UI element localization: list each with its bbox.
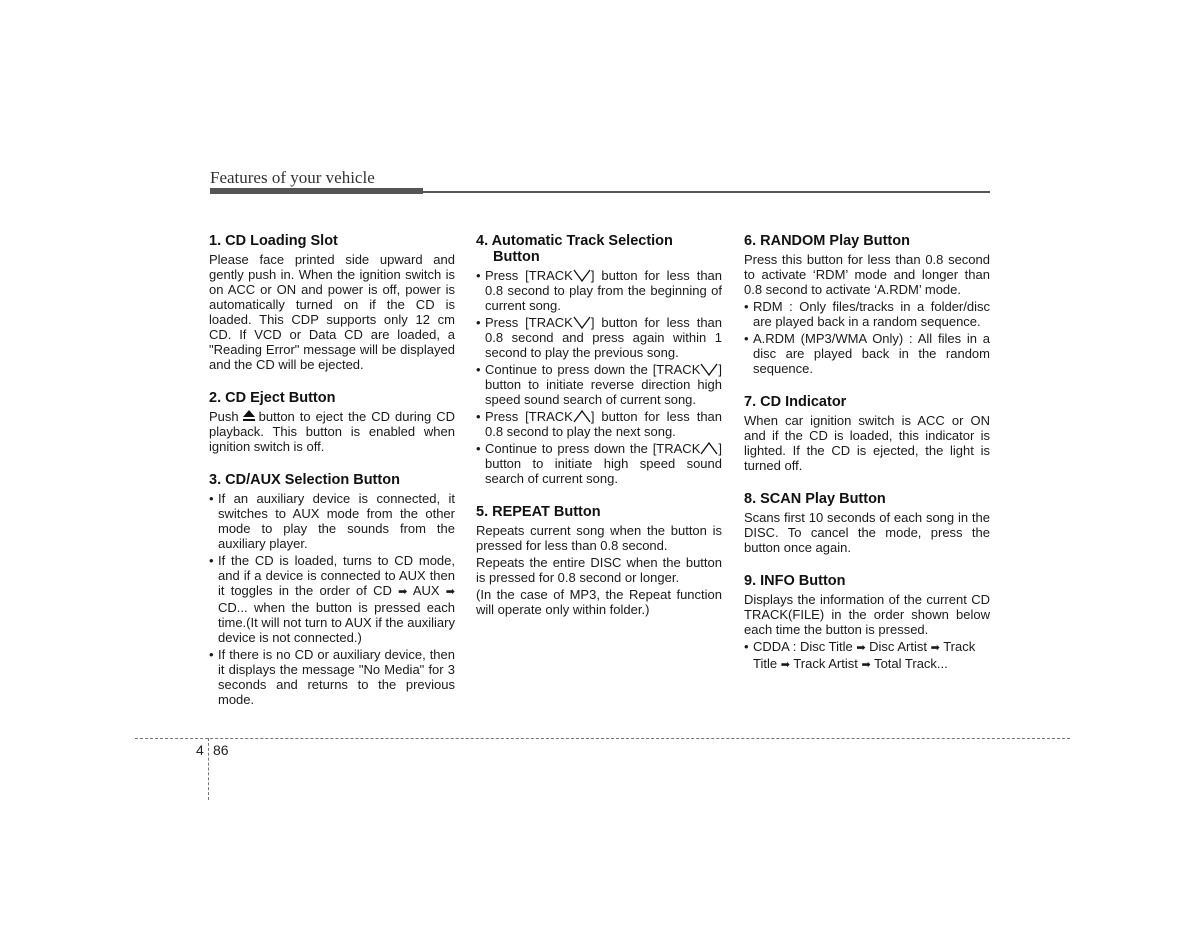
- list-item-text: Press [TRACK: [485, 409, 573, 424]
- section-header-title: Features of your vehicle: [210, 168, 375, 187]
- column-3: [744, 233, 990, 691]
- section-body: Please face printed side upward and gently push in. When the ignition switch is on ACC or ON and power is off, power is automatically turned on if the CD is loaded. This CDP supports only 12 cm CD. If VCD or Data CD are loaded, a "Reading Error" message will be displayed and the CD will be ejected.: [209, 252, 455, 372]
- section-title: 2. CD Eject Button: [209, 390, 336, 406]
- chapter-number: 4: [196, 742, 204, 758]
- list-item: [476, 362, 722, 407]
- list-item-text: ] button for less than 0.8 second and press again within 1 second to play the previous song.: [485, 315, 723, 360]
- section-title: 5. REPEAT Button: [476, 504, 601, 520]
- list-item-text: AUX: [412, 583, 440, 598]
- section-body: Repeats the entire DISC when the button is pressed for 0.8 second or longer.: [476, 555, 722, 585]
- list-item: • If there is no CD or auxiliary device, then it displays the message "No Media" for 3 seconds and returns to the previous mode.: [209, 647, 455, 707]
- section-title: 7. CD Indicator: [744, 394, 847, 410]
- list-item: • A.RDM (MP3/WMA Only) : All files in a disc are played back in the random sequence.: [744, 331, 990, 376]
- section-automatic-track-selection: [476, 233, 722, 486]
- section-body: Displays the information of the current CD TRACK(FILE) in the order shown below each time the button is pressed.: [744, 592, 990, 637]
- section-body: When car ignition switch is ACC or ON and if the CD is loaded, this indicator is lighted. If the CD is ejected, the light is turned off.: [744, 413, 990, 473]
- list-item-text: Press [TRACK: [485, 268, 573, 283]
- section-title: 1. CD Loading Slot: [209, 233, 338, 249]
- arrow-right-icon: ➡: [856, 642, 866, 654]
- section-cd-indicator: [744, 394, 990, 473]
- list-item: • If an auxiliary device is connected, it switches to AUX mode from the other mode to play the sounds from the auxiliary player.: [209, 491, 455, 551]
- page-number: 86: [213, 742, 229, 758]
- section-title: 4. Automatic Track Selection Button: [476, 233, 673, 265]
- list-item-text: CD... when the button is pressed each time.(It will not turn to AUX if the auxiliary device is not connected.): [218, 600, 455, 645]
- section-scan-play-button: [744, 491, 990, 555]
- list-item: [476, 409, 722, 439]
- list-item-text: ] button to initiate reverse direction high speed sound search of current song.: [485, 362, 722, 407]
- section-random-play-button: [744, 233, 990, 376]
- list-item-text: ] button to initiate high speed sound search of current song.: [485, 441, 722, 486]
- arrow-right-icon: ➡: [398, 586, 408, 598]
- eject-text-pre: Push: [209, 409, 239, 424]
- section-title: 8. SCAN Play Button: [744, 491, 886, 507]
- list-item: [476, 441, 722, 486]
- track-down-icon: [573, 269, 591, 282]
- list-item-text: Continue to press down the [TRACK: [485, 441, 701, 456]
- footer-dashed-rule: [135, 738, 1070, 739]
- list-item-text: Continue to press down the [TRACK: [485, 362, 701, 377]
- section-title: 6. RANDOM Play Button: [744, 233, 910, 249]
- section-info-button: [744, 573, 990, 673]
- bullet-list: [744, 639, 990, 673]
- list-item-text: CDDA : Disc Title: [753, 639, 853, 654]
- list-item: [476, 268, 722, 313]
- arrow-right-icon: ➡: [861, 659, 871, 671]
- eject-text-post: button to eject the CD during CD playback. This button is enabled when ignition switch is off.: [209, 409, 455, 454]
- list-item: [744, 639, 990, 673]
- track-down-icon: [700, 363, 718, 376]
- section-cd-aux-selection: [209, 472, 455, 707]
- list-item-text: Disc Artist: [869, 639, 927, 654]
- section-title: 9. INFO Button: [744, 573, 846, 589]
- track-down-icon: [573, 316, 591, 329]
- arrow-right-icon: ➡: [930, 642, 940, 654]
- footer-dashed-divider: [208, 738, 209, 800]
- section-repeat-button: [476, 504, 722, 617]
- column-2: [476, 233, 722, 635]
- list-item: [209, 553, 455, 645]
- list-item-text: Press [TRACK: [485, 315, 573, 330]
- list-item-text: If the CD is loaded, turns to CD mode, and if a device is connected to AUX then it toggles in the order of CD: [218, 553, 455, 598]
- section-cd-loading-slot: [209, 233, 455, 372]
- list-item-text: Track Artist: [793, 656, 858, 671]
- arrow-right-icon: ➡: [445, 586, 455, 598]
- section-body: Repeats current song when the button is pressed for less than 0.8 second.: [476, 523, 722, 553]
- list-item: [476, 315, 722, 360]
- arrow-right-icon: ➡: [780, 659, 790, 671]
- list-item-text: ] button for less than 0.8 second to play the next song.: [485, 409, 723, 439]
- eject-icon: [242, 409, 256, 422]
- section-body: [209, 409, 455, 454]
- section-cd-eject-button: [209, 390, 455, 454]
- list-item: • RDM : Only files/tracks in a folder/disc are played back in a random sequence.: [744, 299, 990, 329]
- section-body: (In the case of MP3, the Repeat function will operate only within folder.): [476, 587, 722, 617]
- bullet-list: [209, 491, 455, 707]
- section-body: Press this button for less than 0.8 second to activate ‘RDM’ mode and longer than 0.8 second to activate ‘A.RDM’ mode.: [744, 252, 990, 297]
- section-title: 3. CD/AUX Selection Button: [209, 472, 400, 488]
- column-1: [209, 233, 455, 725]
- bullet-list: [476, 268, 722, 486]
- section-body: Scans first 10 seconds of each song in the DISC. To cancel the mode, press the button once again.: [744, 510, 990, 555]
- list-item-text: Track Title: [753, 639, 976, 671]
- bullet-list: [744, 299, 990, 376]
- list-item-text: ] button for less than 0.8 second to play from the beginning of current song.: [485, 268, 723, 313]
- track-up-icon: [700, 442, 718, 455]
- header-rule: [210, 191, 990, 193]
- list-item-text: Total Track...: [874, 656, 948, 671]
- track-up-icon: [573, 410, 591, 423]
